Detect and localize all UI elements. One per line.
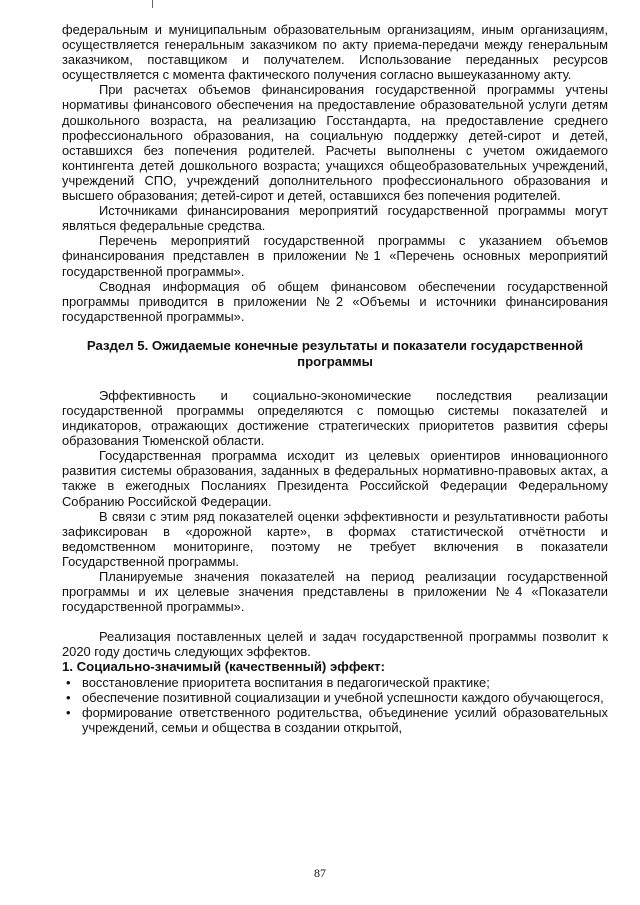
list-item-text: формирование ответственного родительства, объединение усилий образовательных учреждений, семьи и общества в создании открытой, [82, 705, 608, 736]
page-number: 87 [314, 866, 326, 880]
paragraph: Эффективность и социально-экономические последствия реализации государственной программы определяются с помощью системы показателей и индикаторов, отражающих достижение стратегических приоритетов развития сферы образования Тюменской области. [62, 387, 608, 449]
paragraph: Перечень мероприятий государственной программы с указанием объемов финансирования представлен в приложении №1 «Перечень основных мероприятий государственной программы». [62, 233, 608, 279]
scan-mark [152, 0, 153, 8]
spacer [62, 614, 608, 629]
paragraph: Источниками финансирования мероприятий государственной программы могут являться федеральные средства. [62, 203, 608, 234]
paragraph: Реализация поставленных целей и задач государственной программы позволит к 2020 году достичь следующих эффектов. [62, 629, 608, 660]
bullet-list [62, 675, 608, 735]
paragraph: Государственная программа исходит из целевых ориентиров инновационного развития системы образования, заданных в федеральных нормативно-правовых актах, а также в ежегодных Посланиях Президента Российской Федерации Федеральному Собранию Российской Федерации. [62, 448, 608, 509]
section-title: Раздел 5. Ожидаемые конечные результаты и показатели государственной программы [86, 337, 584, 369]
subheading: 1. Социально-значимый (качественный) эффект: [62, 659, 385, 675]
list-item [62, 690, 608, 705]
list-item-text: обеспечение позитивной социализации и учебной успешности каждого обучающегося, [82, 690, 604, 706]
paragraph: Планируемые значения показателей на период реализации государственной программы и их целевые значения представлены в приложении №4 «Показатели государственной программы». [62, 569, 608, 615]
list-item [62, 675, 608, 690]
list-item [62, 705, 608, 735]
bullet-icon: • [66, 690, 71, 706]
bullet-icon: • [66, 674, 71, 690]
bullet-icon: • [66, 705, 71, 721]
paragraph: В связи с этим ряд показателей оценки эффективности и результативности работы зафиксирован в «дорожной карте», в формах статистической отчётности и ведомственном мониторинге, поэтому не требует включения в показатели Государственной программы. [62, 508, 608, 569]
list-item-text: восстановление приоритета воспитания в педагогической практике; [82, 674, 490, 690]
paragraph: Сводная информация об общем финансовом обеспечении государственной программы приводится в приложении №2 «Объемы и источники финансирования государственной программы». [62, 278, 608, 324]
paragraph: При расчетах объемов финансирования государственной программы учтены нормативы финансового обеспечения на предоставление образовательной услуги детям дошкольного возраста, на реализацию Госстандарта, на предоставление среднего профессионального образования, на социальную поддержку детей-сирот и детей, оставшихся без попечения родителей. Расчеты выполнены с учетом ожидаемого контингента детей дошкольного возраста; учащихся общеобразовательных учреждений, учреждений СПО, учреждений дополнительного профессионального образования и высшего образования; детей-сирот и детей, оставшихся без попечения родителей. [62, 82, 608, 204]
paragraph: федеральным и муниципальным образовательным организациям, иным организациям, осуществляется генеральным заказчиком по акту приема-передачи между генеральным заказчиком, поставщиком и получателем. Использование переданных ресурсов осуществляется с момента фактического получения согласно вышеуказанному акту. [62, 22, 608, 83]
